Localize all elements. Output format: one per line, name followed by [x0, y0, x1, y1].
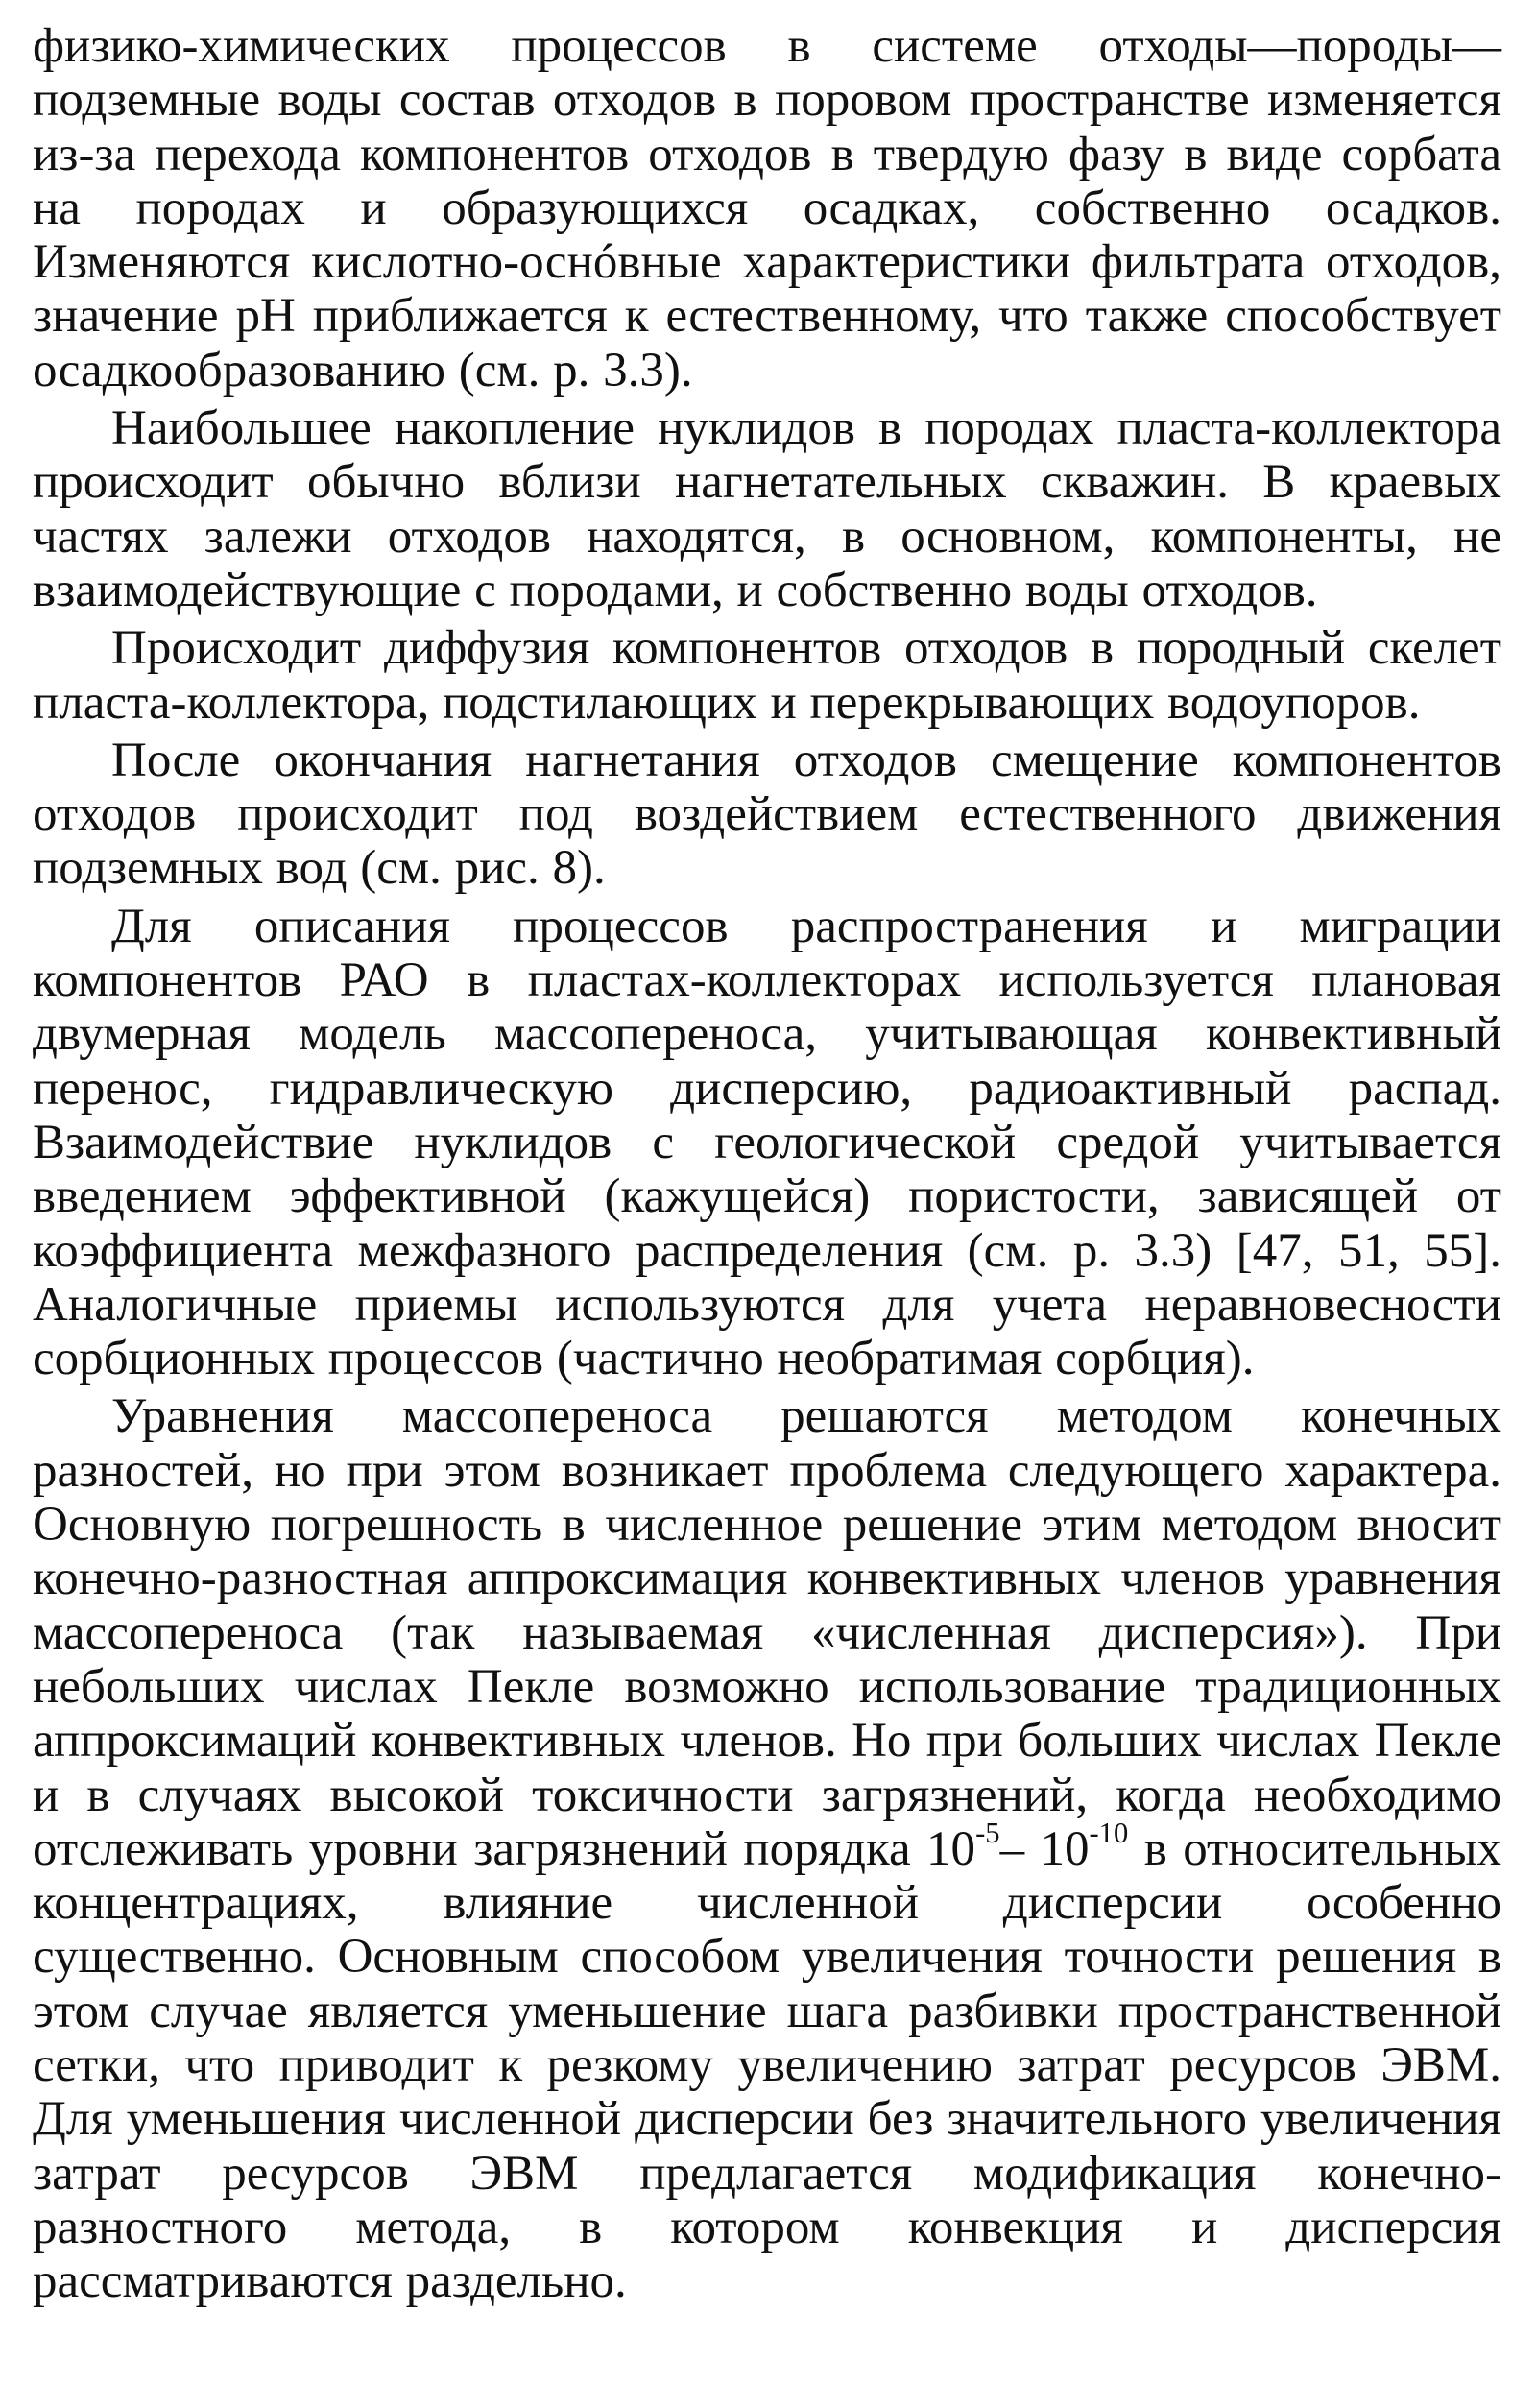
document-page [33, 19, 1501, 2308]
paragraph-6-text-before: Уравнения массопереноса решаются методом конечных разностей, но при этом возникает проблема следующего характера. Основную погрешность в численное решение этим методом вносит конечно-разностная аппроксимация конвективных членов уравнения массопереноса (так называемая «численная дисперсия»). При небольших числах Пекле возможно использование традиционных аппроксимаций конвективных членов. Но при больших числах Пекле и в случаях высокой токсичности загрязнений, когда необходимо отслеживать уровни загрязнений порядка 10 [33, 1389, 1501, 1876]
paragraph-5: Для описания процессов распространения и миграции компонентов РАО в пластах-коллекторах используется плановая двумерная модель массопереноса, учитывающая конвективный перенос, гидравлическую дисперсию, радиоактивный распад. Взаимодействие нуклидов с геологической средой учитывается введением эффективной (кажущейся) пористости, зависящей от коэффициента межфазного распределения (см. р. 3.3) [47, 51, 55]. Аналогичные приемы используются для учета неравновесности сорбционных процессов (частично необратимая сорбция). [33, 899, 1501, 1386]
paragraph-1: физико-химических процессов в системе отходы—породы—подземные воды состав отходов в поровом пространстве изменяется из-за перехода компонентов отходов в твердую фазу в виде сорбата на породах и образующихся осадках, собственно осадков. Изменяются кислотно-оснóвные характеристики фильтрата отходов, значение pH приближается к естественному, что также способствует осадкообразованию (см. р. 3.3). [33, 19, 1501, 397]
paragraph-3: Происходит диффузия компонентов отходов в породный скелет пласта-коллектора, подстилающих и перекрывающих водоупоров. [33, 621, 1501, 730]
paragraph-6 [33, 1389, 1501, 2308]
paragraph-6-text-after: в относительных концентрациях, влияние численной дисперсии особенно существенно. Основным способом увеличения точности решения в этом случае является уменьшение шага разбивки пространственной сетки, что приводит к резкому увеличению затрат ресурсов ЭВМ. Для уменьшения численной дисперсии без значительного увеличения затрат ресурсов ЭВМ предлагается модификация конечно-разностного метода, в котором конвекция и дисперсия рассматриваются раздельно. [33, 1821, 1501, 2309]
exponent-minus-10: -10 [1089, 1816, 1129, 1849]
paragraph-2: Наибольшее накопление нуклидов в породах пласта-коллектора происходит обычно вблизи нагнетательных скважин. В краевых частях залежи отходов находятся, в основном, компоненты, не взаимодействующие с породами, и собственно воды отходов. [33, 401, 1501, 617]
paragraph-4: После окончания нагнетания отходов смещение компонентов отходов происходит под воздействием естественного движения подземных вод (см. рис. 8). [33, 733, 1501, 896]
range-dash-ten: – 10 [999, 1821, 1090, 1876]
exponent-minus-5: -5 [975, 1816, 1000, 1849]
